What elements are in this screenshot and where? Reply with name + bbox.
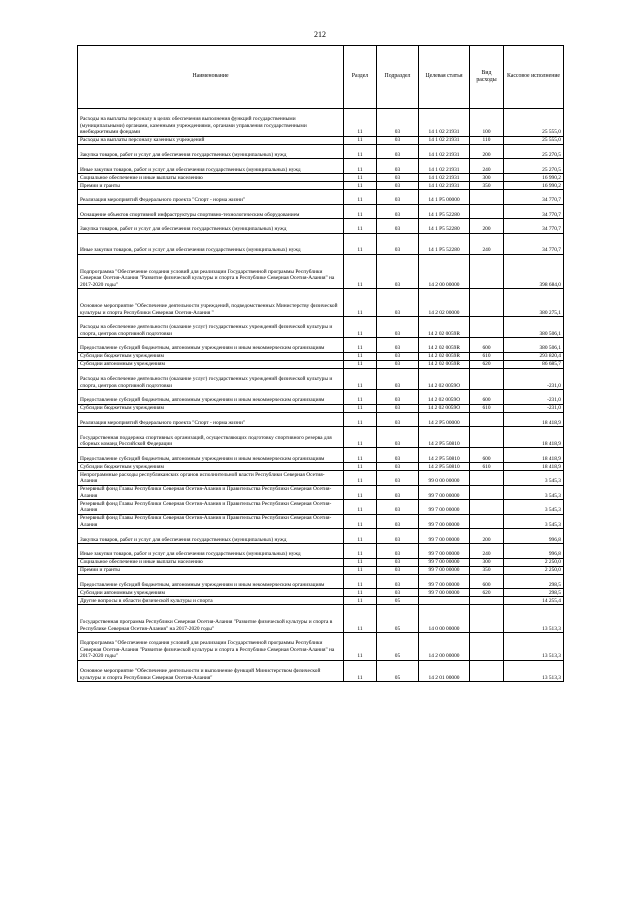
header-name: Наименование bbox=[78, 46, 344, 109]
row-amount: 3 545,3 bbox=[504, 485, 564, 500]
row-name: Основное мероприятие "Обеспечение деятельности учреждений, подведомственных Министерству физической культуры и спорта Республики Северная Осетия-Алания " bbox=[78, 289, 344, 317]
row-amount: 380 506,1 bbox=[504, 317, 564, 338]
row-expense-type bbox=[470, 514, 504, 529]
row-target-article: 14 1 02 21931 bbox=[419, 173, 470, 181]
table-row bbox=[78, 485, 564, 500]
row-expense-type: 600 bbox=[470, 390, 504, 405]
row-target-article: 14 2 00 00000 bbox=[419, 254, 470, 288]
row-section: 11 bbox=[344, 427, 377, 448]
row-expense-type: 600 bbox=[470, 338, 504, 353]
row-target-article: 14 0 00 00000 bbox=[419, 605, 470, 633]
row-name: Субсидии автономным учреждениям bbox=[78, 360, 344, 368]
table-row bbox=[78, 254, 564, 288]
row-name: Расходы на обеспечение деятельности (оказание услуг) государственных учреждений физической культуры и спорта, центров спортивной подготовки bbox=[78, 317, 344, 338]
row-expense-type bbox=[470, 500, 504, 515]
table-row bbox=[78, 204, 564, 219]
table-row bbox=[78, 412, 564, 427]
table-row bbox=[78, 605, 564, 633]
row-section: 11 bbox=[344, 159, 377, 174]
row-amount: 86 685,7 bbox=[504, 360, 564, 368]
row-name: Премии и гранты bbox=[78, 181, 344, 189]
row-amount: 34 770,7 bbox=[504, 219, 564, 234]
table-row bbox=[78, 633, 564, 661]
row-target-article: 14 2 02 0059O bbox=[419, 368, 470, 389]
row-name: Расходы на выплаты персоналу в целях обеспечения выполнения функций государственными (муниципальными) органами, казенными учреждениями, органами управления государственными внебюджетными фондами bbox=[78, 109, 344, 137]
row-subsection: 03 bbox=[377, 485, 419, 500]
row-name: Субсидии автономным учреждениям bbox=[78, 589, 344, 597]
row-target-article bbox=[419, 597, 470, 605]
row-section: 11 bbox=[344, 181, 377, 189]
table-row bbox=[78, 660, 564, 681]
row-amount: 34 770,7 bbox=[504, 204, 564, 219]
row-expense-type: 240 bbox=[470, 159, 504, 174]
row-target-article: 99 7 00 00000 bbox=[419, 544, 470, 559]
row-target-article: 14 2 02 0059R bbox=[419, 317, 470, 338]
row-subsection: 03 bbox=[377, 189, 419, 204]
row-name: Реализация мероприятий Федерального проекта "Спорт - норма жизни" bbox=[78, 189, 344, 204]
row-expense-type: 350 bbox=[470, 566, 504, 574]
row-expense-type: 300 bbox=[470, 558, 504, 566]
row-amount: 380 506,1 bbox=[504, 338, 564, 353]
row-name: Резервный фонд Главы Республики Северная Осетия-Алания и Правительства Республики Северная Осетия-Алания bbox=[78, 500, 344, 515]
row-section: 11 bbox=[344, 352, 377, 360]
row-target-article: 99 7 00 00000 bbox=[419, 485, 470, 500]
row-expense-type bbox=[470, 254, 504, 288]
row-section: 11 bbox=[344, 597, 377, 605]
row-amount: 3 545,3 bbox=[504, 514, 564, 529]
budget-table bbox=[77, 45, 564, 682]
table-row bbox=[78, 589, 564, 597]
row-section: 11 bbox=[344, 633, 377, 661]
row-expense-type bbox=[470, 412, 504, 427]
row-expense-type bbox=[470, 633, 504, 661]
row-subsection: 03 bbox=[377, 181, 419, 189]
row-target-article: 14 2 P5 50810 bbox=[419, 427, 470, 448]
table-row bbox=[78, 500, 564, 515]
page-number: 212 bbox=[314, 30, 326, 39]
row-expense-type: 110 bbox=[470, 136, 504, 144]
row-section: 11 bbox=[344, 390, 377, 405]
row-expense-type bbox=[470, 289, 504, 317]
table-row bbox=[78, 529, 564, 544]
row-target-article: 14 1 02 21931 bbox=[419, 144, 470, 159]
row-section: 11 bbox=[344, 360, 377, 368]
row-name: Государственная поддержка спортивных организаций, осуществляющих подготовку спортивного резерва для сборных команд Российской Федерации bbox=[78, 427, 344, 448]
row-name: Предоставление субсидий бюджетным, автономным учреждениям и иным некоммерческим организациям bbox=[78, 574, 344, 589]
row-subsection: 03 bbox=[377, 544, 419, 559]
row-target-article: 14 1 02 21931 bbox=[419, 181, 470, 189]
row-name: Подпрограмма "Обеспечение создания условий для реализации Государственной программы Республики Северная Осетия-Алания "Развитие физической культуры и спорта в Республике Северная Осетия-Алания" на 2017-2020 годы" bbox=[78, 633, 344, 661]
row-subsection: 03 bbox=[377, 566, 419, 574]
table-row bbox=[78, 317, 564, 338]
row-amount: 380 275,1 bbox=[504, 289, 564, 317]
header-cash-execution: Кассовое исполнение bbox=[504, 46, 564, 109]
row-subsection: 03 bbox=[377, 500, 419, 515]
row-subsection: 05 bbox=[377, 660, 419, 681]
row-name: Иные закупки товаров, работ и услуг для обеспечения государственных (муниципальных) нужд bbox=[78, 159, 344, 174]
row-amount: 25 555,0 bbox=[504, 136, 564, 144]
row-subsection: 03 bbox=[377, 368, 419, 389]
table-row bbox=[78, 574, 564, 589]
row-amount: 18 418,9 bbox=[504, 448, 564, 463]
row-subsection: 03 bbox=[377, 136, 419, 144]
row-section: 11 bbox=[344, 529, 377, 544]
row-expense-type bbox=[470, 597, 504, 605]
row-target-article: 99 7 00 00000 bbox=[419, 574, 470, 589]
row-name: Другие вопросы в области физической культуры и спорта bbox=[78, 597, 344, 605]
table-row bbox=[78, 189, 564, 204]
row-name: Субсидии бюджетным учреждениям bbox=[78, 404, 344, 412]
table-row bbox=[78, 219, 564, 234]
row-section: 11 bbox=[344, 448, 377, 463]
row-subsection: 03 bbox=[377, 514, 419, 529]
row-name: Субсидии бюджетным учреждениям bbox=[78, 352, 344, 360]
row-name: Иные закупки товаров, работ и услуг для обеспечения государственных (муниципальных) нужд bbox=[78, 544, 344, 559]
row-section: 11 bbox=[344, 219, 377, 234]
row-section: 11 bbox=[344, 589, 377, 597]
row-amount: 14 255,4 bbox=[504, 597, 564, 605]
row-amount: 13 513,3 bbox=[504, 660, 564, 681]
row-subsection: 03 bbox=[377, 390, 419, 405]
row-name: Социальное обеспечение и иные выплаты населению bbox=[78, 173, 344, 181]
row-section: 11 bbox=[344, 471, 377, 486]
row-section: 11 bbox=[344, 189, 377, 204]
row-target-article: 14 1 P5 52280 bbox=[419, 219, 470, 234]
row-amount: 2 250,0 bbox=[504, 566, 564, 574]
row-expense-type: 240 bbox=[470, 544, 504, 559]
row-name: Премии и гранты bbox=[78, 566, 344, 574]
row-amount: 34 770,7 bbox=[504, 189, 564, 204]
row-section: 11 bbox=[344, 660, 377, 681]
row-section: 11 bbox=[344, 574, 377, 589]
row-amount: 18 418,9 bbox=[504, 463, 564, 471]
row-section: 11 bbox=[344, 463, 377, 471]
row-section: 11 bbox=[344, 338, 377, 353]
row-target-article: 99 7 00 00000 bbox=[419, 514, 470, 529]
row-subsection: 03 bbox=[377, 589, 419, 597]
row-name: Закупка товаров, работ и услуг для обеспечения государственных (муниципальных) нужд bbox=[78, 144, 344, 159]
row-section: 11 bbox=[344, 500, 377, 515]
row-subsection: 03 bbox=[377, 360, 419, 368]
row-name: Подпрограмма "Обеспечение создания условий для реализации Государственной программы Республики Северная Осетия-Алания "Развитие физической культуры и спорта в Республике Северная Осетия-Алания" на 2017-2020 годы" bbox=[78, 254, 344, 288]
table-row bbox=[78, 338, 564, 353]
row-subsection: 03 bbox=[377, 558, 419, 566]
row-subsection: 03 bbox=[377, 159, 419, 174]
row-target-article: 14 2 02 0059R bbox=[419, 360, 470, 368]
table-row bbox=[78, 173, 564, 181]
row-name: Предоставление субсидий бюджетным, автономным учреждениям и иным некоммерческим организациям bbox=[78, 390, 344, 405]
table-row bbox=[78, 566, 564, 574]
row-name: Расходы на выплаты персоналу казенных учреждений bbox=[78, 136, 344, 144]
table-row bbox=[78, 448, 564, 463]
row-expense-type: 200 bbox=[470, 529, 504, 544]
row-target-article: 14 2 00 00000 bbox=[419, 633, 470, 661]
row-expense-type bbox=[470, 605, 504, 633]
table-row bbox=[78, 352, 564, 360]
row-section: 11 bbox=[344, 173, 377, 181]
row-subsection: 03 bbox=[377, 144, 419, 159]
row-subsection: 03 bbox=[377, 352, 419, 360]
row-subsection: 03 bbox=[377, 338, 419, 353]
row-amount: 996,8 bbox=[504, 529, 564, 544]
row-expense-type bbox=[470, 189, 504, 204]
table-header-row bbox=[78, 46, 564, 109]
row-subsection: 03 bbox=[377, 173, 419, 181]
row-amount: 18 418,9 bbox=[504, 412, 564, 427]
header-expense-type: Вид расходы bbox=[470, 46, 504, 109]
row-expense-type: 350 bbox=[470, 181, 504, 189]
row-name: Социальное обеспечение и иные выплаты населению bbox=[78, 558, 344, 566]
row-target-article: 14 1 02 21931 bbox=[419, 159, 470, 174]
row-target-article: 99 7 00 00000 bbox=[419, 500, 470, 515]
row-target-article: 99 7 00 00000 bbox=[419, 566, 470, 574]
table-row bbox=[78, 471, 564, 486]
row-section: 11 bbox=[344, 605, 377, 633]
header-section: Раздел bbox=[344, 46, 377, 109]
row-name: Основное мероприятие "Обеспечение деятельности и выполнение функций Министерством физической культуры и спорта Республики Северная Осетия-Алания" bbox=[78, 660, 344, 681]
row-target-article: 14 1 02 21931 bbox=[419, 136, 470, 144]
row-amount: 13 513,3 bbox=[504, 605, 564, 633]
row-expense-type bbox=[470, 485, 504, 500]
row-name: Резервный фонд Главы Республики Северная Осетия-Алания и Правительства Республики Северная Осетия-Алания bbox=[78, 485, 344, 500]
row-subsection: 03 bbox=[377, 463, 419, 471]
row-target-article: 99 7 00 00000 bbox=[419, 558, 470, 566]
row-subsection: 03 bbox=[377, 448, 419, 463]
row-subsection: 03 bbox=[377, 529, 419, 544]
row-amount: 13 513,3 bbox=[504, 633, 564, 661]
table-row bbox=[78, 109, 564, 137]
row-name: Субсидии бюджетным учреждениям bbox=[78, 463, 344, 471]
row-name: Резервный фонд Главы Республики Северная Осетия-Алания и Правительства Республики Северная Осетия-Алания bbox=[78, 514, 344, 529]
table-row bbox=[78, 368, 564, 389]
row-subsection: 03 bbox=[377, 471, 419, 486]
row-section: 11 bbox=[344, 514, 377, 529]
row-amount: 398 684,0 bbox=[504, 254, 564, 288]
row-name: Закупка товаров, работ и услуг для обеспечения государственных (муниципальных) нужд bbox=[78, 219, 344, 234]
row-subsection: 03 bbox=[377, 317, 419, 338]
row-expense-type: 610 bbox=[470, 404, 504, 412]
row-target-article: 14 2 P5 50810 bbox=[419, 448, 470, 463]
row-section: 11 bbox=[344, 485, 377, 500]
row-expense-type: 600 bbox=[470, 574, 504, 589]
row-name: Непрограммные расходы республиканских органов исполнительной власти Республики Северная Осетия-Алания bbox=[78, 471, 344, 486]
row-section: 11 bbox=[344, 412, 377, 427]
row-expense-type: 100 bbox=[470, 109, 504, 137]
row-expense-type bbox=[470, 471, 504, 486]
row-amount: 3 545,3 bbox=[504, 500, 564, 515]
row-target-article: 99 7 00 00000 bbox=[419, 589, 470, 597]
header-target-article: Целевая статья bbox=[419, 46, 470, 109]
table-row bbox=[78, 404, 564, 412]
row-expense-type bbox=[470, 368, 504, 389]
row-amount: 996,8 bbox=[504, 544, 564, 559]
row-target-article: 14 2 02 0059R bbox=[419, 338, 470, 353]
row-name: Оснащение объектов спортивной инфраструктуры спортивно-технологическим оборудованием bbox=[78, 204, 344, 219]
row-section: 11 bbox=[344, 204, 377, 219]
table-row bbox=[78, 514, 564, 529]
table-row bbox=[78, 558, 564, 566]
row-section: 11 bbox=[344, 368, 377, 389]
row-name: Реализация мероприятий Федерального проекта "Спорт - норма жизни" bbox=[78, 412, 344, 427]
row-subsection: 03 bbox=[377, 109, 419, 137]
row-target-article: 99 7 00 00000 bbox=[419, 529, 470, 544]
row-expense-type bbox=[470, 427, 504, 448]
row-amount: 16 990,2 bbox=[504, 181, 564, 189]
row-subsection: 03 bbox=[377, 233, 419, 254]
row-target-article: 14 1 P5 52280 bbox=[419, 233, 470, 254]
row-amount: 18 418,9 bbox=[504, 427, 564, 448]
row-target-article: 14 2 02 0059O bbox=[419, 390, 470, 405]
table-row bbox=[78, 390, 564, 405]
row-subsection: 03 bbox=[377, 404, 419, 412]
table-row bbox=[78, 159, 564, 174]
row-subsection: 03 bbox=[377, 427, 419, 448]
table-row bbox=[78, 289, 564, 317]
row-expense-type bbox=[470, 660, 504, 681]
row-target-article: 14 1 P5 00000 bbox=[419, 189, 470, 204]
row-amount: 298,5 bbox=[504, 574, 564, 589]
row-section: 11 bbox=[344, 144, 377, 159]
row-name: Предоставление субсидий бюджетным, автономным учреждениям и иным некоммерческим организациям bbox=[78, 448, 344, 463]
row-expense-type: 610 bbox=[470, 352, 504, 360]
table-row bbox=[78, 544, 564, 559]
header-subsection: Подраздел bbox=[377, 46, 419, 109]
row-subsection: 05 bbox=[377, 633, 419, 661]
row-subsection: 03 bbox=[377, 254, 419, 288]
row-expense-type: 600 bbox=[470, 448, 504, 463]
table-row bbox=[78, 427, 564, 448]
row-section: 11 bbox=[344, 544, 377, 559]
table-row bbox=[78, 360, 564, 368]
row-target-article: 99 0 00 00000 bbox=[419, 471, 470, 486]
row-name: Иные закупки товаров, работ и услуг для обеспечения государственных (муниципальных) нужд bbox=[78, 233, 344, 254]
row-subsection: 05 bbox=[377, 597, 419, 605]
row-amount: -231,0 bbox=[504, 404, 564, 412]
row-expense-type bbox=[470, 204, 504, 219]
row-name: Расходы на обеспечение деятельности (оказание услуг) государственных учреждений физической культуры и спорта, центров спортивной подготовки bbox=[78, 368, 344, 389]
table-row bbox=[78, 181, 564, 189]
row-expense-type: 200 bbox=[470, 144, 504, 159]
table-row bbox=[78, 233, 564, 254]
row-section: 11 bbox=[344, 566, 377, 574]
row-amount: -231,0 bbox=[504, 390, 564, 405]
row-amount: 16 990,2 bbox=[504, 173, 564, 181]
row-section: 11 bbox=[344, 254, 377, 288]
row-section: 11 bbox=[344, 317, 377, 338]
row-subsection: 03 bbox=[377, 412, 419, 427]
row-expense-type: 240 bbox=[470, 233, 504, 254]
row-subsection: 03 bbox=[377, 219, 419, 234]
row-target-article: 14 2 02 0059R bbox=[419, 352, 470, 360]
row-target-article: 14 2 01 00000 bbox=[419, 660, 470, 681]
row-target-article: 14 2 P5 50810 bbox=[419, 463, 470, 471]
row-section: 11 bbox=[344, 404, 377, 412]
row-target-article: 14 2 02 0059O bbox=[419, 404, 470, 412]
row-target-article: 14 2 P5 00000 bbox=[419, 412, 470, 427]
row-target-article: 14 1 P5 52280 bbox=[419, 204, 470, 219]
row-amount: 34 770,7 bbox=[504, 233, 564, 254]
row-name: Закупка товаров, работ и услуг для обеспечения государственных (муниципальных) нужд bbox=[78, 529, 344, 544]
row-subsection: 03 bbox=[377, 574, 419, 589]
row-name: Государственная программа Республики Северная Осетия-Алания "Развитие физической культуры и спорта в Республике Северная Осетия-Алания" на 2017-2020 годы" bbox=[78, 605, 344, 633]
row-amount: -231,0 bbox=[504, 368, 564, 389]
row-subsection: 05 bbox=[377, 605, 419, 633]
row-amount: 293 820,4 bbox=[504, 352, 564, 360]
row-name: Предоставление субсидий бюджетным, автономным учреждениям и иным некоммерческим организациям bbox=[78, 338, 344, 353]
row-expense-type bbox=[470, 317, 504, 338]
row-amount: 25 270,5 bbox=[504, 144, 564, 159]
row-expense-type: 300 bbox=[470, 173, 504, 181]
table-row bbox=[78, 144, 564, 159]
row-section: 11 bbox=[344, 289, 377, 317]
row-section: 11 bbox=[344, 136, 377, 144]
row-target-article: 14 2 02 00000 bbox=[419, 289, 470, 317]
row-expense-type: 200 bbox=[470, 219, 504, 234]
table-row bbox=[78, 136, 564, 144]
row-section: 11 bbox=[344, 233, 377, 254]
row-amount: 25 555,0 bbox=[504, 109, 564, 137]
row-amount: 3 545,3 bbox=[504, 471, 564, 486]
row-subsection: 03 bbox=[377, 289, 419, 317]
row-expense-type: 610 bbox=[470, 463, 504, 471]
table-row bbox=[78, 463, 564, 471]
row-amount: 298,5 bbox=[504, 589, 564, 597]
table-row bbox=[78, 597, 564, 605]
row-subsection: 03 bbox=[377, 204, 419, 219]
row-expense-type: 620 bbox=[470, 589, 504, 597]
row-amount: 2 250,0 bbox=[504, 558, 564, 566]
row-expense-type: 620 bbox=[470, 360, 504, 368]
row-section: 11 bbox=[344, 109, 377, 137]
row-target-article: 14 1 02 21931 bbox=[419, 109, 470, 137]
row-amount: 25 270,5 bbox=[504, 159, 564, 174]
row-section: 11 bbox=[344, 558, 377, 566]
